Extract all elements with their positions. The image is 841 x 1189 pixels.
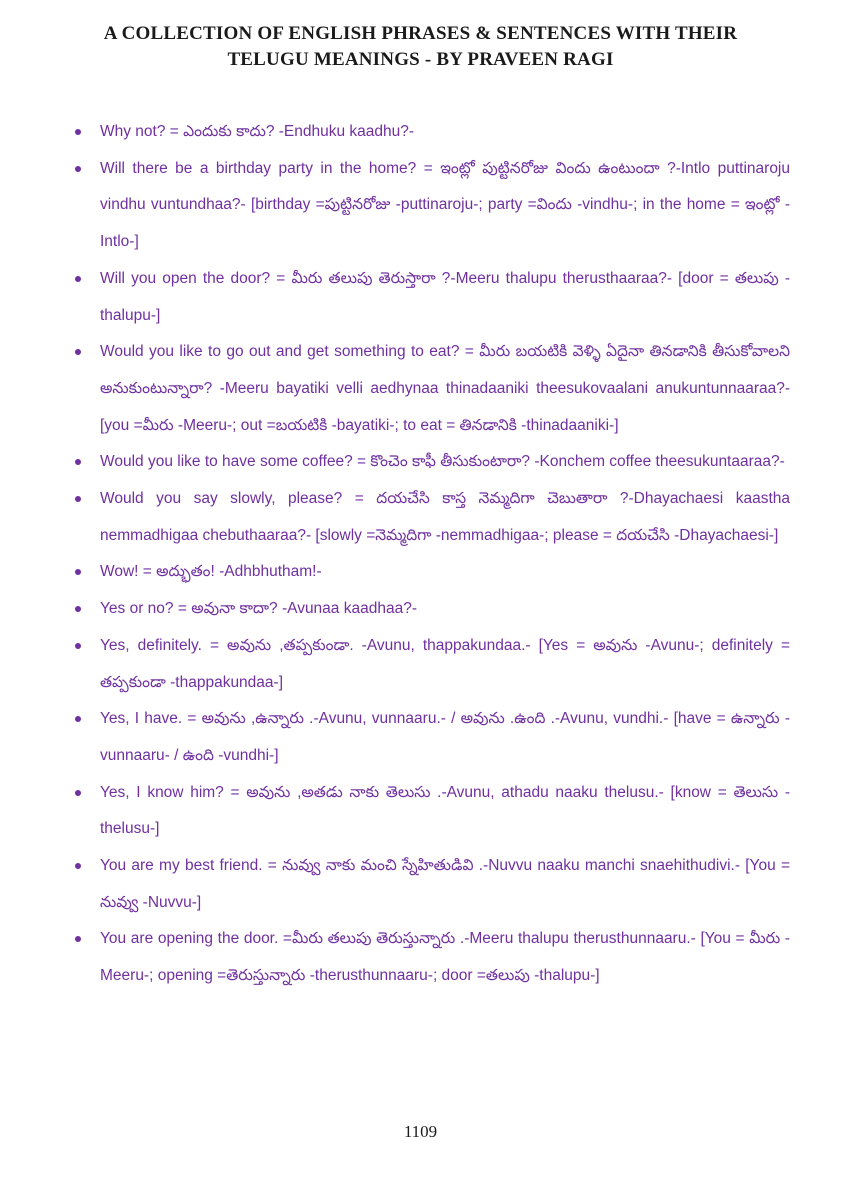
phrase-text: Would you like to go out and get something to eat? = మీరు బయటికి వెళ్ళి ఏదైనా తినడానికి తీసుకోవాలని అనుకుంటున్నారా? -Meeru bayatiki velli aedhynaa thinadaaniki theesukovaalani anukuntunnaaraa?- [you =మీరు -Meeru-; out =బయటికి -bayatiki-; to eat = తినడానికి -thinadaaniki-] (100, 343, 790, 434)
bullet-icon (75, 349, 81, 355)
bullet-icon (75, 936, 81, 942)
list-item (100, 444, 790, 481)
list-item (100, 921, 790, 994)
phrase-text: Yes, I know him? = అవును ,అతడు నాకు తెలుసు .-Avunu, athadu naaku thelusu.- [know = తెలుసు -thelusu-] (100, 783, 790, 838)
list-item (100, 481, 790, 554)
phrase-text: Will there be a birthday party in the home? = ఇంట్లో పుట్టినరోజు విందు ఉంటుందా ?-Intlo puttinaroju vindhu vuntundhaa?- [birthday =పుట్టినరోజు -puttinaroju-; party =విందు -vindhu-; in the home = ఇంట్లో -Intlo-] (100, 159, 790, 251)
phrase-text: Yes, definitely. = అవును ,తప్పకుండా. -Avunu, thappakundaa.- [Yes = అవును -Avunu-; definitely = తప్పకుండా -thappakundaa-] (100, 636, 790, 691)
bullet-icon (75, 716, 81, 722)
list-item (100, 114, 790, 151)
phrase-text: You are opening the door. =మీరు తలుపు తెరుస్తున్నారు .-Meeru thalupu therusthunnaaru.- [You = మీరు -Meeru-; opening =తెరుస్తున్నారు -therusthunnaaru-; door =తలుపు -thalupu-] (100, 930, 790, 985)
bullet-icon (75, 276, 81, 282)
list-item (100, 334, 790, 444)
list-item (100, 151, 790, 261)
list-item (100, 591, 790, 628)
phrase-text: Would you say slowly, please? = దయచేసి కాస్త నెమ్మదిగా చెబుతారా ?-Dhayachaesi kaastha nemmadhigaa chebuthaaraa?- [slowly =నెమ్మదిగా -nemmadhigaa-; please = దయచేసి -Dhayachaesi-] (100, 490, 790, 544)
phrase-text: Will you open the door? = మీరు తలుపు తెరుస్తారా ?-Meeru thalupu therusthaaraa?- [door = తలుపు -thalupu-] (100, 269, 790, 324)
list-item (100, 848, 790, 921)
phrase-text: Yes or no? = అవునా కాదా? -Avunaa kaadhaa?- (100, 600, 417, 618)
bullet-icon (75, 643, 81, 649)
page-title: A COLLECTION OF ENGLISH PHRASES & SENTENCES WITH THEIR TELUGU MEANINGS - BY PRAVEEN RAGI (103, 23, 738, 70)
list-item (100, 701, 790, 774)
list-item (100, 261, 790, 334)
bullet-icon (75, 129, 81, 135)
bullet-icon (75, 569, 81, 575)
page-number: 1109 (403, 1122, 438, 1141)
list-item (100, 628, 790, 701)
bullet-icon (75, 459, 81, 465)
list-item (100, 775, 790, 848)
list-item (100, 554, 790, 591)
bullet-icon (75, 166, 81, 172)
phrase-text: Would you like to have some coffee? = కొంచెం కాఫీ తీసుకుంటారా? -Konchem coffee theesukuntaaraa?- (100, 453, 785, 471)
bullet-icon (75, 790, 81, 796)
phrase-text: Yes, I have. = అవును ,ఉన్నారు .-Avunu, vunnaaru.- / అవును .ఉంది .-Avunu, vundhi.- [have = ఉన్నారు -vunnaaru- / ఉంది -vundhi-] (100, 710, 790, 764)
bullet-icon (75, 606, 81, 612)
phrase-text: You are my best friend. = నువ్వు నాకు మంచి స్నేహితుడివి .-Nuvvu naaku manchi snaehithudivi.- [You = నువ్వు -Nuvvu-] (100, 857, 790, 911)
phrase-text: Why not? = ఎందుకు కాదు? -Endhuku kaadhu?- (100, 123, 415, 140)
bullet-icon (75, 496, 81, 502)
phrase-text: Wow! = అద్భుతం! -Adhbhutham!- (100, 563, 322, 581)
bullet-icon (75, 863, 81, 869)
phrase-list (100, 114, 790, 995)
